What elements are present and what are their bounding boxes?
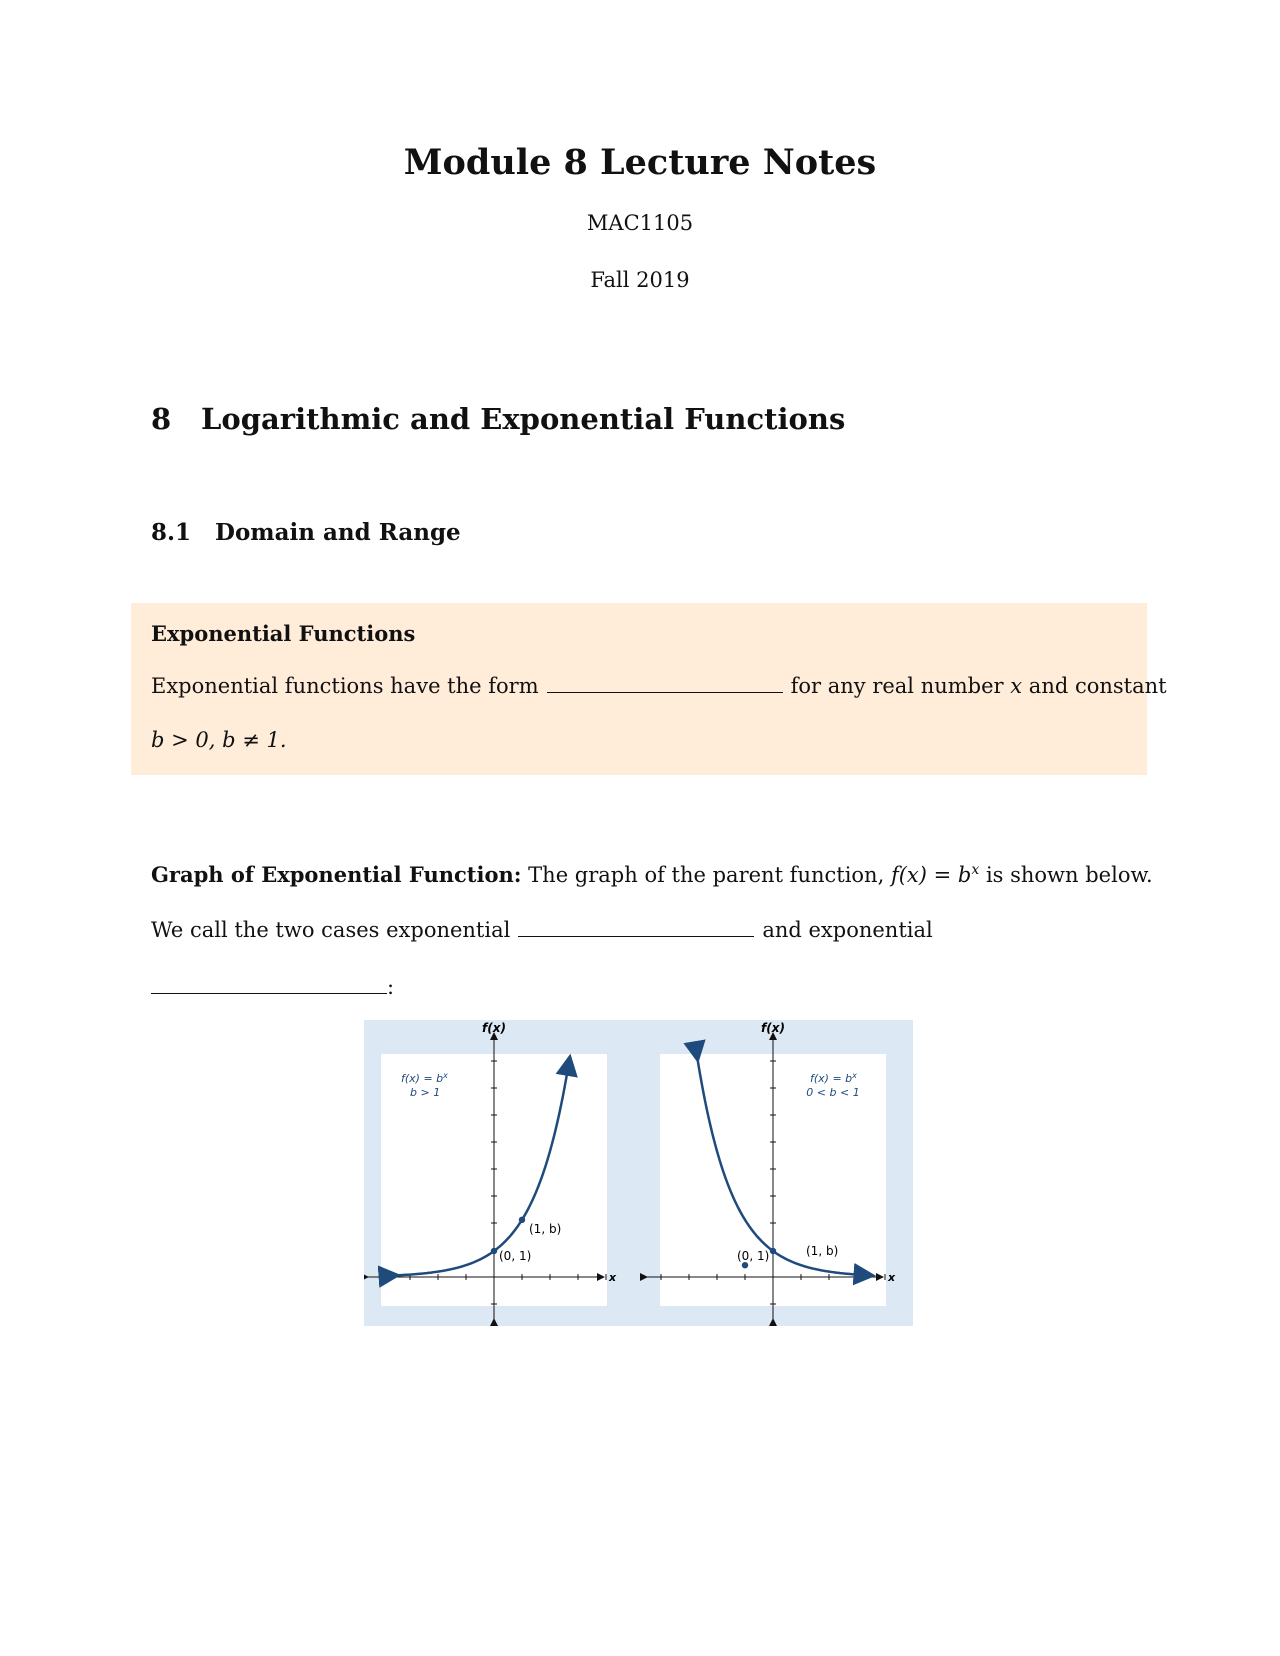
section-title: Logarithmic and Exponential Functions [201,402,846,436]
exponential-graphs-svg [364,1020,913,1326]
definition-text-before: Exponential functions have the form [151,674,539,698]
right-function-label: $f(x) = b^x$ [810,1071,857,1085]
cases-text: We call the two cases exponential [151,918,511,942]
right-condition-label: 0 < b < 1 [806,1086,860,1099]
exponential-graphs-figure [364,1020,913,1326]
subsection-title: Domain and Range [215,519,461,546]
fill-in-blank-decay [151,992,387,994]
definition-box [131,603,1167,775]
graph-intro-text: The graph of the parent function, [528,863,885,887]
cases-line [151,918,933,942]
definition-title: Exponential Functions [151,621,416,646]
right-panel [646,1021,896,1320]
cases-colon: : [387,975,395,999]
left-y-axis-label: f(x) [482,1021,506,1035]
left-function-label: $f(x) = b^x$ [401,1071,448,1085]
cases-line-2 [151,975,394,999]
subsection-number: 8.1 [151,519,192,546]
left-point-1-b [519,1217,525,1223]
graph-intro-formula: $f(x) = b^x$ [890,862,980,887]
section-number: 8 [151,402,172,436]
left-point-0-1 [491,1248,497,1254]
left-point-a-label: (0, 1) [499,1249,532,1263]
left-condition-label: b > 1 [410,1086,441,1099]
definition-condition: b > 0, b ≠ 1. [151,728,287,752]
graph-intro-label: Graph of Exponential Function: [151,862,522,887]
variable-x: x [1010,674,1023,698]
right-point-b-label: (1, b) [806,1244,839,1258]
definition-text-after: for any real number [790,674,1004,698]
document-title: Module 8 Lecture Notes [403,142,877,183]
right-y-axis-label: f(x) [761,1021,785,1035]
left-x-axis-label: x [609,1271,617,1284]
right-point-a-label: (0, 1) [737,1249,770,1263]
right-point-0-1 [770,1248,776,1254]
definition-line-1 [151,674,1167,698]
graph-intro-end: is shown below. [985,863,1153,887]
graph-intro-paragraph [151,862,1153,887]
definition-text-constant: and constant [1028,674,1167,698]
term: Fall 2019 [590,268,690,292]
subsection-heading [151,519,461,546]
right-x-axis-label: x [888,1271,896,1284]
left-point-b-label: (1, b) [529,1222,562,1236]
left-panel [367,1021,617,1320]
section-heading [151,402,845,436]
cases-and-text: and exponential [762,918,933,942]
course-code: MAC1105 [586,211,694,235]
fill-in-blank-growth [518,935,754,937]
fill-in-blank-form [547,691,783,693]
